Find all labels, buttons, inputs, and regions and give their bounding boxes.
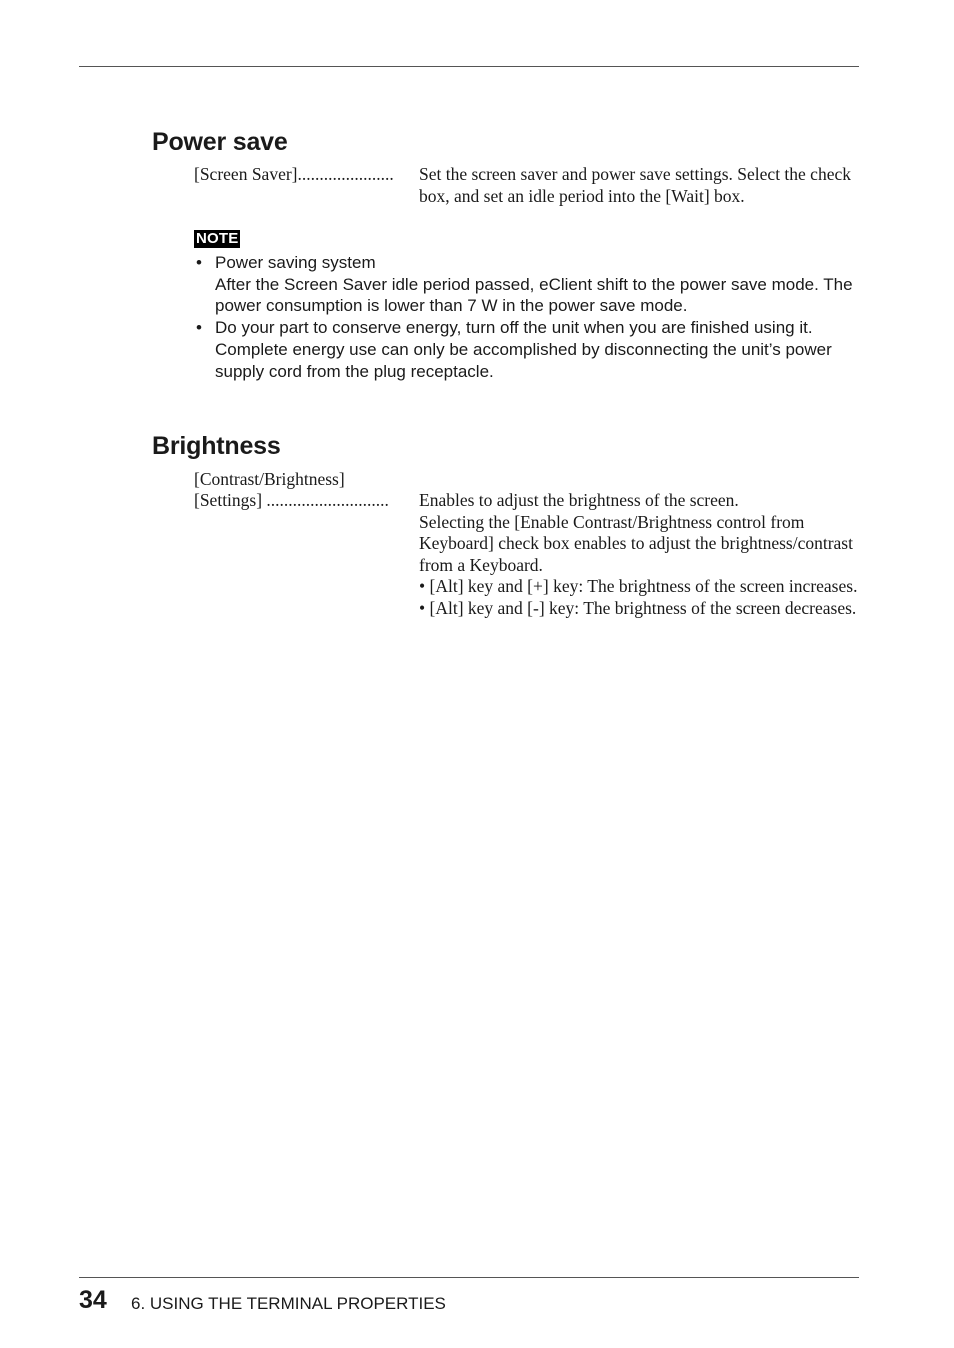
- note-item-title: Power saving system: [215, 253, 376, 272]
- footer-rule: [79, 1277, 859, 1278]
- note-item-text: After the Screen Saver idle period passed, eClient shift to the power save mode. The power consumption is lower than 7 W in the power save mode.: [215, 274, 853, 316]
- screen-saver-description: Set the screen saver and power save settings. Select the check box, and set an idle period into the [Wait] box.: [419, 164, 851, 206]
- brightness-desc-paragraph: • [Alt] key and [-] key: The brightness of the screen decreases.: [419, 597, 857, 618]
- brightness-desc-paragraph: Selecting the [Enable Contrast/Brightness control from Keyboard] check box enables to adjust the brightness/contrast from a Keyboard.: [419, 511, 853, 575]
- note-list: [194, 252, 864, 382]
- contrast-brightness-term: [Contrast/Brightness]: [194, 469, 345, 489]
- chapter-title: 6. USING THE TERMINAL PROPERTIES: [131, 1294, 446, 1313]
- brightness-description: [419, 490, 864, 619]
- power-save-heading: Power save: [152, 128, 288, 156]
- brightness-heading: Brightness: [152, 432, 281, 460]
- settings-term: [Settings] ............................: [194, 490, 389, 510]
- page-number: 34: [79, 1286, 107, 1314]
- note-item: [194, 317, 864, 382]
- bullet-icon: •: [196, 253, 202, 272]
- brightness-desc-paragraph: Enables to adjust the brightness of the screen.: [419, 490, 739, 510]
- note-item-text: Do your part to conserve energy, turn off the unit when you are finished using it. Complete energy use can only be accomplished by disconnecting the unit’s power supply cord from the plug receptacle.: [215, 318, 832, 381]
- note-badge: NOTE: [196, 230, 239, 247]
- header-rule: [79, 66, 859, 67]
- bullet-icon: •: [196, 318, 202, 338]
- screen-saver-term: [Screen Saver]......................: [194, 164, 394, 184]
- note-item: [194, 252, 864, 317]
- brightness-desc-paragraph: • [Alt] key and [+] key: The brightness of the screen increases.: [419, 576, 858, 596]
